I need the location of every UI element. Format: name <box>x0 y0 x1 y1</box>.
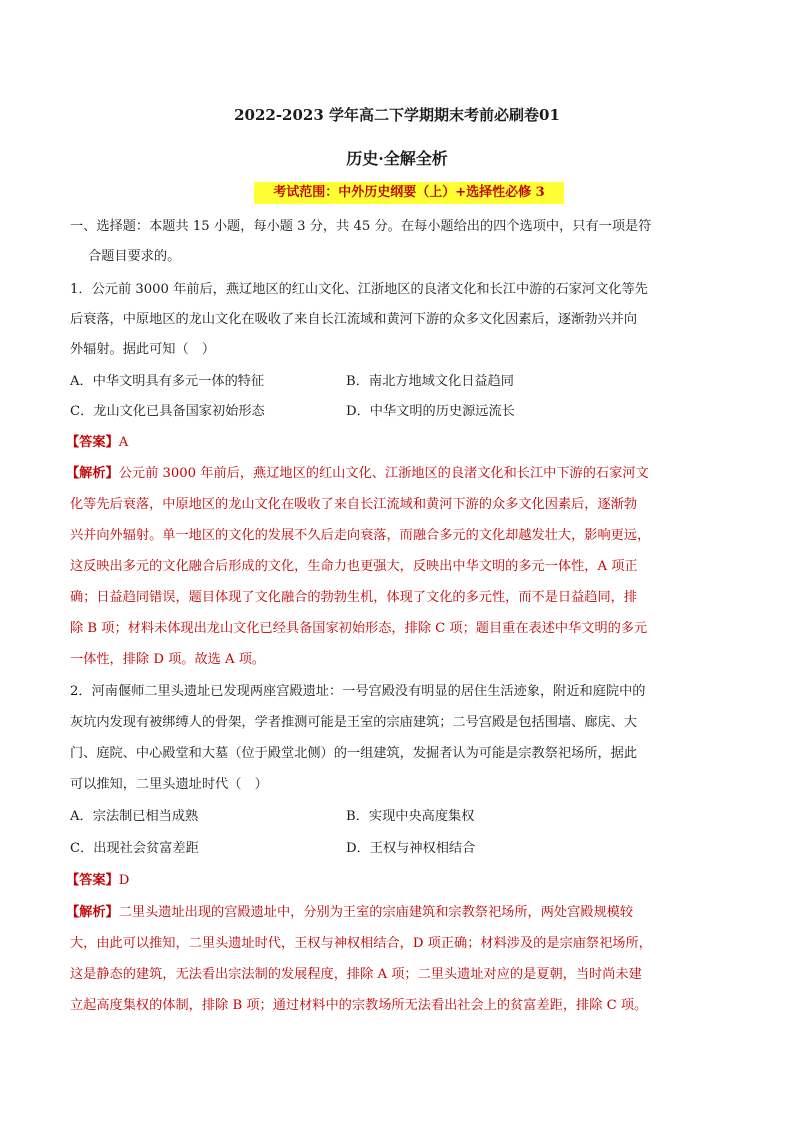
page-subtitle: 历史·全解全析 <box>346 149 448 168</box>
q1-analysis-line-1 <box>66 459 720 489</box>
analysis-tag: 【解析】 <box>66 905 119 920</box>
section-instructions-line-2: 合题目要求的。 <box>88 249 181 264</box>
q1-analysis-line-4: 这反映出多元的文化融合后形成的文化，生命力也更强大，反映出中华文明的多元一体性，A 项正 <box>70 559 638 574</box>
exam-range-banner: 考试范围：中外历史纲要（上）+选择性必修 3 <box>254 182 564 204</box>
answer-value: D <box>118 873 130 888</box>
q2-answer <box>66 866 720 896</box>
analysis-text: 二里头遗址出现的宫殿遗址中，分别为王室的宗庙建筑和宗教祭祀场所，两处宫殿规模较 <box>118 905 634 920</box>
q1-analysis-line-2: 化等先后衰落，中原地区的龙山文化在吸收了来自长江流域和黄河下游的众多文化因素后，逐渐勃 <box>70 497 638 512</box>
q2-analysis-line-1 <box>66 898 720 928</box>
q2-stem-line-3: 门、庭院、中心殿堂和大墓（位于殿堂北侧）的一组建筑，发掘者认为可能是宗教祭祀场所，据此 <box>70 746 638 761</box>
answer-tag: 【答案】 <box>66 873 119 888</box>
q1-option-a: A．中华文明具有多元一体的特征 <box>70 374 265 389</box>
q1-option-b: B．南北方地域文化日益趋同 <box>346 374 514 389</box>
q1-stem-line-1: 1．公元前 3000 年前后，燕辽地区的红山文化、江浙地区的良渚文化和长江中游的石家河文化等先 <box>70 282 648 297</box>
q2-analysis-line-2: 大，由此可以推知，二里头遗址时代，王权与神权相结合，D 项正确；材料涉及的是宗庙祭祀场所， <box>70 936 652 951</box>
answer-tag: 【答案】 <box>66 435 119 450</box>
q1-analysis-line-3: 兴并向外辐射。单一地区的文化的发展不久后走向衰落，而融合多元的文化却越发壮大，影响更远， <box>70 528 651 543</box>
section-instructions-line-1: 一、选择题：本题共 15 小题，每小题 3 分，共 45 分。在每小题给出的四个选项中，只有一项是符 <box>70 219 652 234</box>
answer-value: A <box>118 435 129 450</box>
q1-stem-line-3: 外辐射。据此可知（ ） <box>70 342 216 357</box>
q2-stem-line-2: 灰坑内发现有被绑缚人的骨架，学者推测可能是王室的宗庙建筑；二号宫殿是包括围墙、廊庑、大 <box>70 715 638 730</box>
q1-option-c: C．龙山文化已具备国家初始形态 <box>70 404 265 419</box>
q1-analysis-line-7: 一体性，排除 D 项。故选 A 项。 <box>70 652 266 667</box>
q2-option-c: C．出现社会贫富差距 <box>70 841 199 856</box>
q1-analysis-line-6: 除 B 项；材料未体现出龙山文化已经具备国家初始形态，排除 C 项；题目重在表述中华文明的多元 <box>70 621 648 636</box>
q2-option-b: B．实现中央高度集权 <box>346 809 475 824</box>
q2-stem-line-4: 可以推知，二里头遗址时代（ ） <box>70 777 268 792</box>
q1-stem-line-2: 后衰落，中原地区的龙山文化在吸收了来自长江流域和黄河下游的众多文化因素后，逐渐勃兴并向 <box>70 312 638 327</box>
q2-stem-line-1: 2．河南偃师二里头遗址已发现两座宫殿遗址：一号宫殿没有明显的居住生活迹象，附近和庭院中的 <box>70 684 646 699</box>
q2-option-d: D．王权与神权相结合 <box>346 841 476 856</box>
page-title: 2022-2023 学年高二下学期期末考前必刷卷01 <box>234 106 560 124</box>
q2-analysis-line-3: 这是静态的建筑，无法看出宗法制的发展程度，排除 A 项；二里头遗址对应的是夏朝，当时尚未建 <box>70 967 642 982</box>
q2-analysis-line-4: 立起高度集权的体制，排除 B 项；通过材料中的宗教场所无法看出社会上的贫富差距，排除 C 项。 <box>70 998 648 1013</box>
analysis-tag: 【解析】 <box>66 466 119 481</box>
analysis-text: 公元前 3000 年前后，燕辽地区的红山文化、江浙地区的良渚文化和长江中下游的石家河文 <box>118 466 649 481</box>
q1-analysis-line-5: 确；日益趋同错误，题目体现了文化融合的勃勃生机，体现了文化的多元性，而不是日益趋同，排 <box>70 590 638 605</box>
q2-option-a: A．宗法制已相当成熟 <box>70 809 199 824</box>
q1-option-d: D．中华文明的历史源远流长 <box>346 404 515 419</box>
q1-answer <box>66 428 720 458</box>
